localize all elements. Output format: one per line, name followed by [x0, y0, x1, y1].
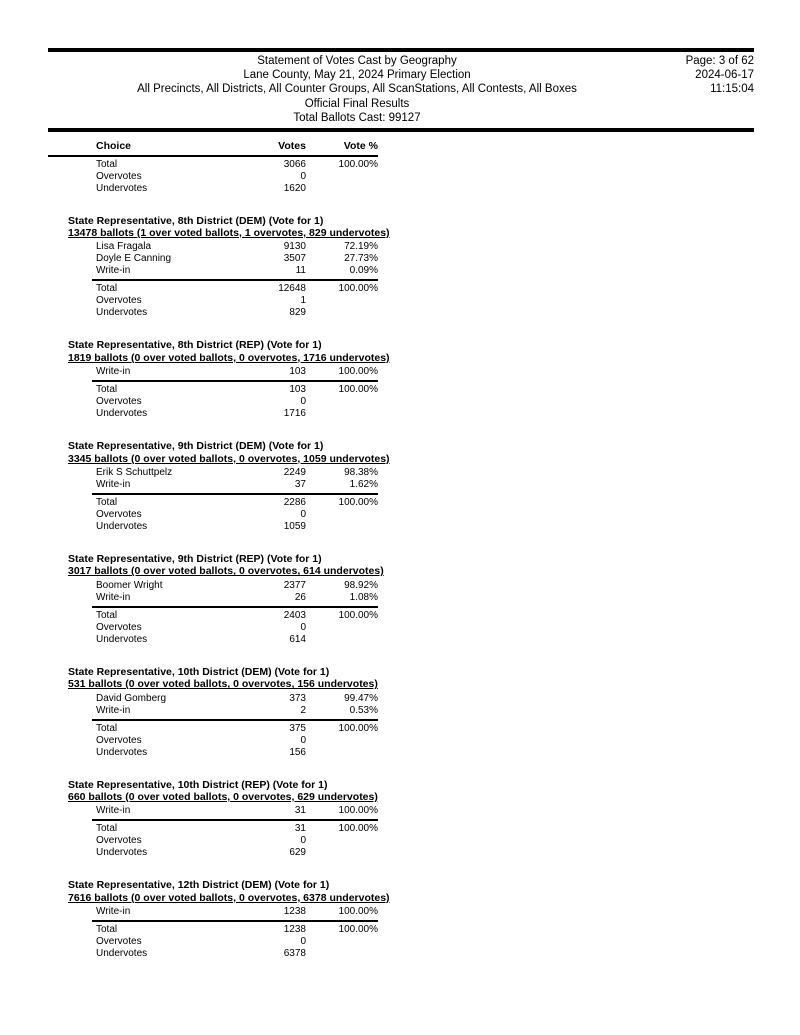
report-subtitle: Lane County, May 21, 2024 Primary Election [243, 69, 471, 82]
result-row [92, 936, 378, 948]
result-row [92, 479, 378, 491]
row-choice-label: Total [96, 283, 118, 295]
row-percent-value [306, 307, 378, 319]
contest-section [48, 157, 754, 195]
row-choice-label: Total [96, 158, 118, 170]
choice-rows [92, 364, 378, 382]
row-votes-value: 375 [289, 722, 306, 734]
result-row [92, 366, 378, 378]
result-row [92, 735, 378, 747]
row-votes-value: 1 [300, 295, 306, 307]
choice-rows [92, 691, 378, 721]
row-choice-label: Total [96, 722, 118, 734]
row-choice-label: Total [96, 823, 118, 835]
contest-ballots-summary: 3017 ballots (0 over voted ballots, 0 overvotes, 614 undervotes) [68, 565, 384, 578]
choice-rows [92, 465, 378, 495]
result-row [92, 592, 378, 604]
report-total-ballots: Total Ballots Cast: 99127 [293, 111, 421, 124]
total-rows [92, 821, 378, 859]
row-votes-value: 0 [300, 936, 306, 948]
row-choice-label: Overvotes [96, 508, 142, 520]
report-status: Official Final Results [304, 97, 410, 110]
row-choice-label: Total [96, 496, 118, 508]
report-content [48, 48, 754, 960]
row-votes-value: 3066 [283, 158, 306, 170]
row-choice-label: Lisa Fragala [96, 241, 152, 253]
row-percent-value: 98.92% [344, 579, 378, 591]
result-row [92, 622, 378, 634]
row-choice-label: Undervotes [96, 520, 148, 532]
row-votes-value: 156 [289, 746, 306, 758]
contest-title: State Representative, 10th District (REP) (Vote for 1) [68, 778, 328, 791]
row-choice-label: Overvotes [96, 734, 142, 746]
row-percent-value [306, 936, 378, 948]
row-votes-value: 2377 [283, 579, 306, 591]
row-votes-value: 373 [289, 692, 306, 704]
result-row [92, 906, 378, 918]
result-row [92, 253, 378, 265]
result-row [92, 805, 378, 817]
row-choice-label: Undervotes [96, 182, 148, 194]
row-percent-value: 100.00% [338, 384, 378, 396]
row-votes-value: 3507 [283, 253, 306, 265]
result-row [92, 847, 378, 859]
result-row [92, 705, 378, 717]
row-choice-label: Boomer Wright [96, 579, 163, 591]
row-percent-value: 100.00% [338, 496, 378, 508]
table-column-header [48, 140, 378, 157]
row-percent-value: 99.47% [344, 692, 378, 704]
result-row [92, 747, 378, 759]
row-votes-value: 0 [300, 835, 306, 847]
row-percent-value: 72.19% [344, 241, 378, 253]
row-choice-label: Total [96, 924, 118, 936]
result-row [92, 723, 378, 735]
row-choice-label: Overvotes [96, 295, 142, 307]
contest-title: State Representative, 8th District (REP) (Vote for 1) [68, 339, 322, 352]
row-percent-value: 100.00% [338, 609, 378, 621]
row-percent-value [306, 847, 378, 859]
row-percent-value: 98.38% [344, 466, 378, 478]
row-percent-value: 100.00% [338, 906, 378, 918]
row-percent-value [306, 735, 378, 747]
row-choice-label: Undervotes [96, 847, 148, 859]
result-row [92, 467, 378, 479]
row-percent-value [306, 521, 378, 533]
row-votes-value: 103 [289, 366, 306, 378]
total-rows [92, 382, 378, 420]
row-choice-label: Overvotes [96, 936, 142, 948]
row-percent-value: 100.00% [338, 823, 378, 835]
row-votes-value: 1059 [283, 520, 306, 532]
row-percent-value: 0.53% [349, 704, 378, 716]
row-choice-label: Undervotes [96, 408, 148, 420]
contest-title: State Representative, 9th District (REP) (Vote for 1) [68, 552, 322, 565]
row-choice-label: Doyle E Canning [96, 253, 172, 265]
row-percent-value: 100.00% [338, 158, 378, 170]
row-choice-label: Write-in [96, 704, 131, 716]
contest-title: State Representative, 10th District (DEM) (Vote for 1) [68, 665, 330, 678]
contest-section [48, 440, 754, 533]
report-time: 11:15:04 [710, 83, 754, 96]
contest-title: State Representative, 12th District (DEM) (Vote for 1) [68, 879, 330, 892]
row-votes-value: 12648 [278, 283, 306, 295]
row-percent-value: 1.08% [349, 591, 378, 603]
total-rows [92, 608, 378, 646]
contest-ballots-summary: 7616 ballots (0 over voted ballots, 0 overvotes, 6378 undervotes) [68, 891, 390, 904]
result-row [92, 265, 378, 277]
row-choice-label: Write-in [96, 366, 131, 378]
contest-sections [48, 157, 754, 961]
row-choice-label: Undervotes [96, 948, 148, 960]
report-scope: All Precincts, All Districts, All Counter Groups, All ScanStations, All Contests, All Boxes [137, 83, 577, 96]
row-percent-value [306, 622, 378, 634]
row-votes-value: 2249 [283, 466, 306, 478]
row-percent-value [306, 747, 378, 759]
row-choice-label: Write-in [96, 265, 131, 277]
result-row [92, 948, 378, 960]
column-header-choice: Choice [96, 140, 132, 153]
row-percent-value: 100.00% [338, 805, 378, 817]
result-row [92, 924, 378, 936]
page-number: Page: 3 of 62 [685, 55, 754, 67]
choice-rows [92, 239, 378, 281]
contest-section [48, 339, 754, 420]
row-percent-value [306, 295, 378, 307]
row-votes-value: 2286 [283, 496, 306, 508]
column-header-votes: Votes [278, 140, 306, 153]
row-percent-value: 1.62% [349, 478, 378, 490]
row-percent-value [306, 183, 378, 195]
row-votes-value: 31 [294, 823, 306, 835]
row-votes-value: 0 [300, 170, 306, 182]
row-percent-value: 27.73% [344, 253, 378, 265]
row-votes-value: 103 [289, 384, 306, 396]
row-choice-label: Erik S Schuttpelz [96, 466, 173, 478]
result-row [92, 307, 378, 319]
row-choice-label: Total [96, 609, 118, 621]
row-votes-value: 11 [295, 265, 306, 277]
row-choice-label: David Gomberg [96, 692, 167, 704]
total-rows [92, 495, 378, 533]
result-row [92, 610, 378, 622]
row-percent-value [306, 509, 378, 521]
result-row [92, 580, 378, 592]
result-row [92, 183, 378, 195]
report-header-center [48, 54, 666, 125]
choice-rows [92, 904, 378, 922]
result-row [92, 283, 378, 295]
row-votes-value: 1238 [283, 906, 306, 918]
row-votes-value: 37 [294, 478, 306, 490]
contest-title: State Representative, 8th District (DEM) (Vote for 1) [68, 214, 324, 227]
row-votes-value: 1716 [283, 408, 306, 420]
row-percent-value [306, 634, 378, 646]
row-percent-value: 100.00% [338, 283, 378, 295]
row-votes-value: 31 [294, 805, 306, 817]
row-choice-label: Total [96, 384, 118, 396]
result-row [92, 384, 378, 396]
row-votes-value: 0 [300, 508, 306, 520]
row-choice-label: Write-in [96, 591, 131, 603]
row-percent-value [306, 171, 378, 183]
row-votes-value: 2403 [283, 609, 306, 621]
result-row [92, 396, 378, 408]
choice-rows [92, 578, 378, 608]
total-rows [92, 281, 378, 319]
row-choice-label: Write-in [96, 478, 131, 490]
choice-rows [92, 803, 378, 821]
row-votes-value: 614 [289, 633, 306, 645]
row-percent-value [306, 835, 378, 847]
result-row [92, 159, 378, 171]
row-percent-value: 0.09% [349, 265, 378, 277]
row-votes-value: 1620 [283, 182, 306, 194]
row-choice-label: Overvotes [96, 835, 142, 847]
result-row [92, 295, 378, 307]
row-choice-label: Undervotes [96, 746, 148, 758]
report-title: Statement of Votes Cast by Geography [257, 55, 457, 67]
contest-title: State Representative, 9th District (DEM) (Vote for 1) [68, 440, 324, 453]
result-row [92, 823, 378, 835]
row-percent-value: 100.00% [338, 924, 378, 936]
row-votes-value: 2 [300, 704, 306, 716]
row-votes-value: 26 [294, 591, 306, 603]
row-percent-value [306, 408, 378, 420]
result-row [92, 693, 378, 705]
contest-ballots-summary: 531 ballots (0 over voted ballots, 0 overvotes, 156 undervotes) [68, 678, 378, 691]
result-row [92, 171, 378, 183]
row-votes-value: 0 [300, 621, 306, 633]
result-row [92, 497, 378, 509]
contest-section [48, 779, 754, 860]
contest-ballots-summary: 1819 ballots (0 over voted ballots, 0 overvotes, 1716 undervotes) [68, 351, 390, 364]
contest-ballots-summary: 660 ballots (0 over voted ballots, 0 overvotes, 629 undervotes) [68, 790, 378, 803]
row-votes-value: 629 [289, 847, 306, 859]
result-row [92, 521, 378, 533]
row-percent-value: 100.00% [338, 722, 378, 734]
result-row [92, 509, 378, 521]
row-percent-value [306, 396, 378, 408]
contest-section [48, 666, 754, 759]
row-choice-label: Write-in [96, 906, 131, 918]
row-choice-label: Undervotes [96, 307, 148, 319]
row-votes-value: 9130 [283, 241, 306, 253]
row-votes-value: 0 [300, 396, 306, 408]
row-choice-label: Undervotes [96, 633, 148, 645]
row-votes-value: 1238 [283, 924, 306, 936]
result-row [92, 634, 378, 646]
result-row [92, 835, 378, 847]
contest-ballots-summary: 3345 ballots (0 over voted ballots, 0 overvotes, 1059 undervotes) [68, 452, 390, 465]
total-rows [92, 157, 378, 195]
row-percent-value [306, 948, 378, 960]
column-header-vote-percent: Vote % [343, 140, 378, 153]
contest-section [48, 553, 754, 646]
row-choice-label: Write-in [96, 805, 131, 817]
row-votes-value: 6378 [283, 948, 306, 960]
total-rows [92, 721, 378, 759]
row-percent-value: 100.00% [338, 366, 378, 378]
result-row [92, 408, 378, 420]
contest-section [48, 879, 754, 960]
total-rows [92, 922, 378, 960]
report-date: 2024-06-17 [695, 69, 754, 82]
contest-ballots-summary: 13478 ballots (1 over voted ballots, 1 overvotes, 829 undervotes) [68, 226, 390, 239]
result-row [92, 241, 378, 253]
row-votes-value: 0 [300, 734, 306, 746]
row-choice-label: Overvotes [96, 621, 142, 633]
report-header [48, 48, 754, 132]
row-choice-label: Overvotes [96, 170, 142, 182]
row-choice-label: Overvotes [96, 396, 142, 408]
contest-section [48, 215, 754, 320]
report-header-right [666, 54, 754, 125]
row-votes-value: 829 [289, 307, 306, 319]
